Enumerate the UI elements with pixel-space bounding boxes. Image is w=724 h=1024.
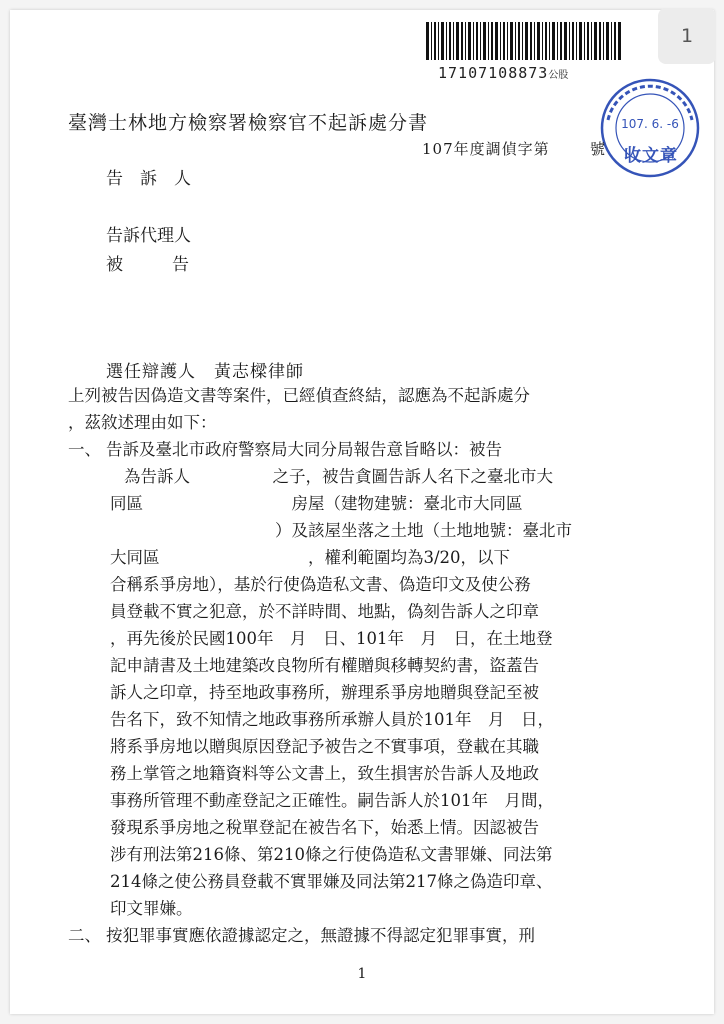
body-line: 涉有刑法第216條、第210條之行使偽造私文書罪嫌、同法第 [110,845,553,864]
section-1-number: 一、 [68,440,101,459]
body-line: 合稱系爭房地），基於行使偽造私文書、偽造印文及使公務 [110,575,531,594]
barcode-number: 17107108873公股 [438,64,569,82]
barcode-image [424,20,624,62]
body-line: ，再先後於民國100年 月 日、101年 月 日，在土地登 [110,629,553,648]
section-2-number: 二、 [68,926,101,945]
body-line: 大同區 ，權利範圍均為3/20，以下 [110,548,511,567]
barcode-block [424,20,646,82]
body-line: 務上掌管之地籍資料等公文書上，致生損害於告訴人及地政 [110,764,539,783]
body-line: 訴人之印章，持至地政事務所，辦理系爭房地贈與登記至被 [110,683,539,702]
body-line: 214條之使公務員登載不實罪嫌及同法第217條之偽造印章、 [110,872,553,891]
defendant-label: 被告 [106,255,238,275]
body-line: 告名下，致不知情之地政事務所承辦人員於101年 月 日， [110,710,554,729]
case-number-suffix: 號 [590,140,606,158]
page-indicator-number: 1 [680,25,694,47]
complainant-label: 告訴人 [106,169,208,189]
defense-lawyer: 選任辯護人 黃志樑律師 [106,362,304,382]
body-line: 將系爭房地以贈與原因登記予被告之不實事項，登載在其職 [110,737,539,756]
page-indicator[interactable] [658,8,716,64]
case-number: 107年度調偵字第 [422,140,550,158]
agent-label: 告訴代理人 [106,226,191,246]
stamp-label: 收文章 [624,146,678,166]
body-line: 發現系爭房地之稅單登記在被告名下，始悉上情。因認被告 [110,818,539,837]
body-line: 員登載不實之犯意，於不詳時間、地點，偽刻告訴人之印章 [110,602,539,621]
body-line: 記申請書及土地建築改良物所有權贈與移轉契約書，盜蓋告 [110,656,539,675]
body-line: 為告訴人 之子，被告貪圖告訴人名下之臺北市大 [124,467,553,486]
document-title: 臺灣士林地方檢察署檢察官不起訴處分書 [68,112,429,134]
body-line: 事務所管理不動產登記之正確性。嗣告訴人於101年 月間， [110,791,554,810]
body-line: 同區 房屋（建物建號：臺北市大同區 [110,494,523,513]
body-line: ）及該屋坐落之土地（土地地號：臺北市 [110,521,572,540]
body-line: 印文罪嫌。 [110,899,193,918]
barcode-suffix: 公股 [548,70,569,81]
page-number: 1 [357,966,367,982]
body-line: ，茲敘述理由如下： [68,413,217,432]
section-2-heading: 二、 按犯罪事實應依證據認定之，無證據不得認定犯罪事實，刑 [68,922,628,949]
body-line: 上列被告因偽造文書等案件，已經偵查終結，認應為不起訴處分 [68,386,530,405]
stamp-date: 107. 6. -6 [621,117,679,131]
section-1-heading: 一、 告訴及臺北市政府警察局大同分局報告意旨略以：被告 [68,436,628,463]
document-body [68,382,628,949]
